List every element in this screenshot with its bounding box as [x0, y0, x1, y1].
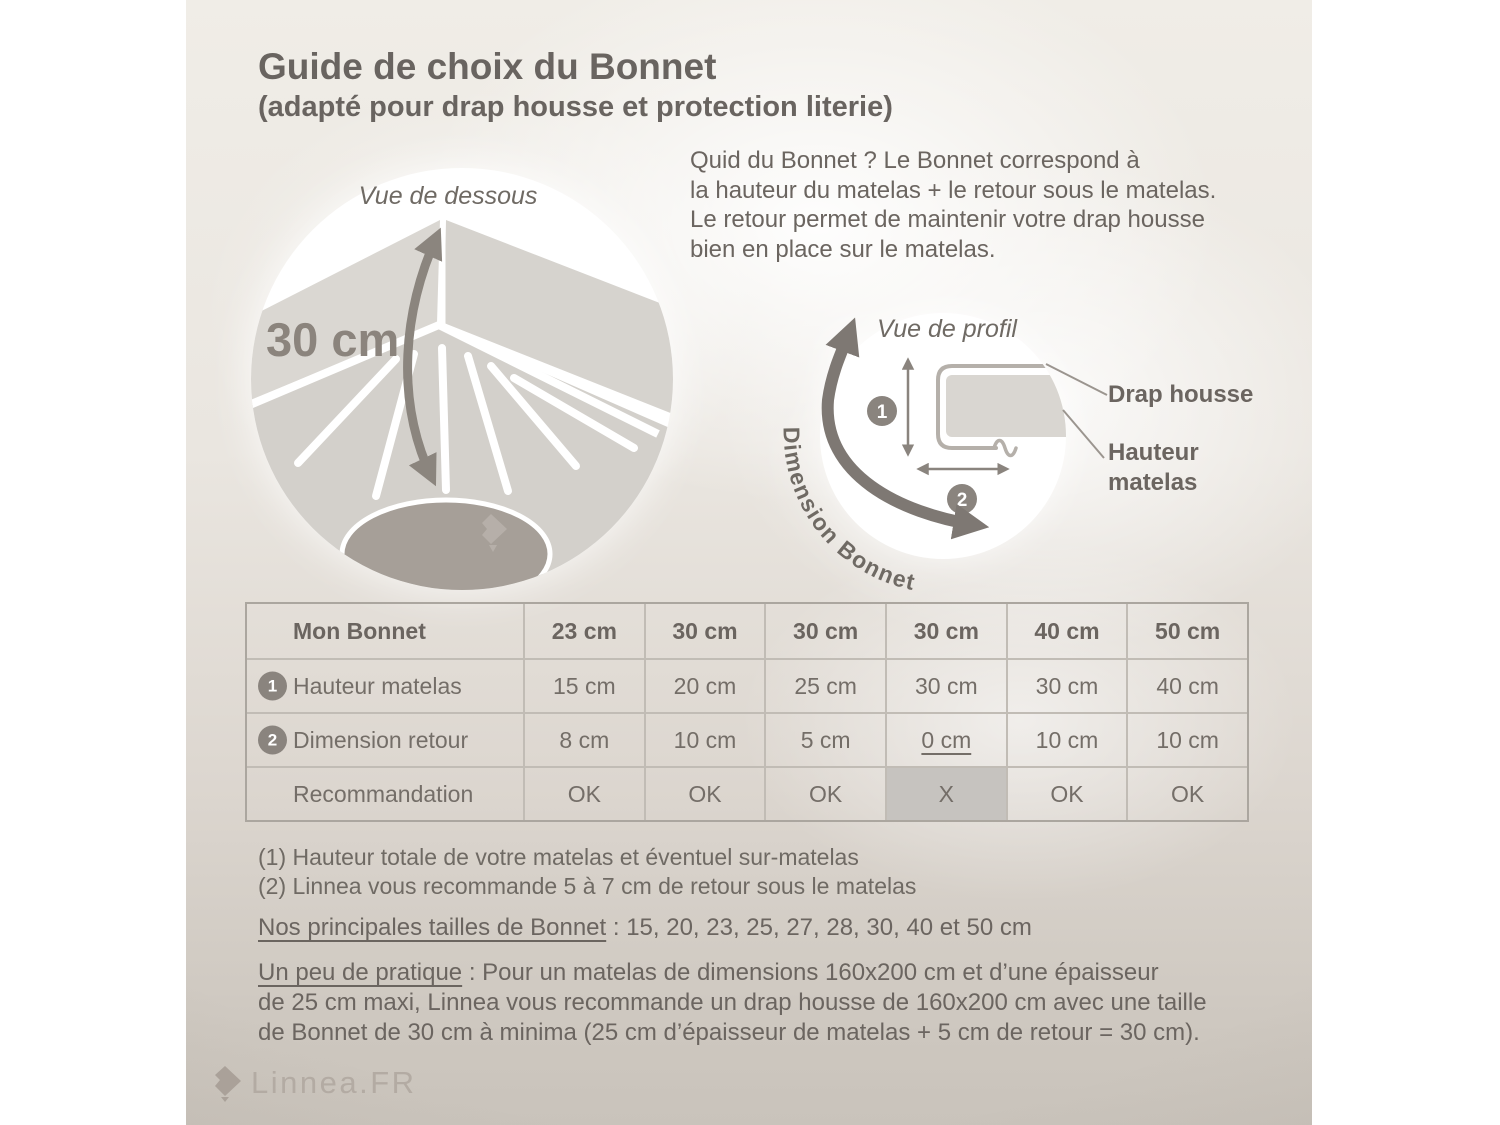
table-cell: 10 cm — [644, 712, 765, 766]
hauteur-matelas-label: Hauteur matelas — [1108, 439, 1199, 496]
practice-title: Un peu de pratique — [258, 959, 463, 986]
bottom-view-caption: Vue de dessous — [358, 182, 538, 210]
table-cell: 20 cm — [644, 658, 765, 712]
table-cell: 15 cm — [523, 658, 644, 712]
table-cell: 30 cm — [885, 658, 1006, 712]
table-row-label: 2 Dimension retour — [247, 712, 523, 766]
table-row-label: Recommandation — [247, 766, 523, 820]
drap-housse-label: Drap housse — [1108, 381, 1254, 408]
footnote-1: (1) Hauteur totale de votre matelas et éventuel sur-matelas — [258, 844, 859, 870]
marker-2-label: 2 — [956, 490, 968, 511]
table-cell: 8 cm — [523, 712, 644, 766]
practice-paragraph: Un peu de pratique : Pour un matelas de dimensions 160x200 cm et d’une épaisseur de 25 cm maxi, Linnea vous recommande un drap housse de 160x200 cm avec une taille de Bonnet de 30 cm à minima (25 cm d’épaisseur de matelas + 5 cm de retour = 30 cm). — [258, 959, 1207, 1046]
right-margin — [1312, 0, 1500, 1125]
bonnet-measure-label: 30 cm — [266, 313, 400, 366]
left-margin — [0, 0, 186, 1125]
table-cell: 10 cm — [1006, 712, 1127, 766]
page-title: Guide de choix du Bonnet — [258, 46, 717, 87]
mattress-rect — [946, 375, 1072, 437]
table-row-label: 1 Hauteur matelas — [247, 658, 523, 712]
table-cell: 40 cm — [1126, 658, 1247, 712]
dimension-bonnet-curved-label: Dimension Bonnet — [778, 426, 919, 596]
footnotes — [258, 843, 916, 901]
row-marker-badge: 1 — [258, 672, 287, 701]
table-cell: 10 cm — [1126, 712, 1247, 766]
table-cell: 30 cm — [1006, 658, 1127, 712]
table-header-cell: 30 cm — [644, 604, 765, 658]
label-connector-line — [1063, 410, 1104, 458]
bottom-view-diagram — [246, 164, 678, 596]
mattress-opening-ellipse — [342, 500, 550, 596]
linnea-logo — [208, 1064, 417, 1102]
intro-paragraph — [690, 146, 1216, 264]
logo-text: Linnea.FR — [251, 1065, 417, 1100]
table-cell: 5 cm — [764, 712, 885, 766]
table-header-cell: 23 cm — [523, 604, 644, 658]
table-header-cell: 40 cm — [1006, 604, 1127, 658]
table-cell: 25 cm — [764, 658, 885, 712]
table-cell: OK — [764, 766, 885, 820]
sizes-line-title: Nos principales tailles de Bonnet — [258, 914, 607, 941]
table-cell: 0 cm — [885, 712, 1006, 766]
table-header-label: Mon Bonnet — [293, 617, 426, 644]
marker-1-label: 1 — [876, 402, 888, 423]
profile-view-caption: Vue de profil — [877, 315, 1017, 343]
table-cell: OK — [644, 766, 765, 820]
title-block — [258, 46, 893, 126]
leaf-icon — [208, 1064, 242, 1102]
sizes-line: Nos principales tailles de Bonnet : 15, 20, 23, 25, 27, 28, 30, 40 et 50 cm — [258, 914, 1032, 941]
table-header-cell: 30 cm — [885, 604, 1006, 658]
table-header-cell: 30 cm — [764, 604, 885, 658]
intro-line: bien en place sur le matelas. — [690, 235, 996, 263]
intro-line: la hauteur du matelas + le retour sous le matelas. — [690, 176, 1217, 204]
intro-line: Le retour permet de maintenir votre drap housse — [690, 206, 1205, 233]
table-cell: OK — [523, 766, 644, 820]
table-cell-not-recommended: X — [885, 766, 1006, 820]
table-cell: OK — [1126, 766, 1247, 820]
table-cell: OK — [1006, 766, 1127, 820]
content-area — [186, 0, 1312, 1125]
intro-line: Quid du Bonnet ? Le Bonnet correspond à — [690, 147, 1140, 174]
page-subtitle: (adapté pour drap housse et protection literie) — [258, 91, 893, 123]
bonnet-table — [245, 602, 1249, 822]
footnote-2: (2) Linnea vous recommande 5 à 7 cm de retour sous le matelas — [258, 873, 917, 899]
row-marker-badge: 2 — [258, 726, 287, 755]
table-header-cell: 50 cm — [1126, 604, 1247, 658]
